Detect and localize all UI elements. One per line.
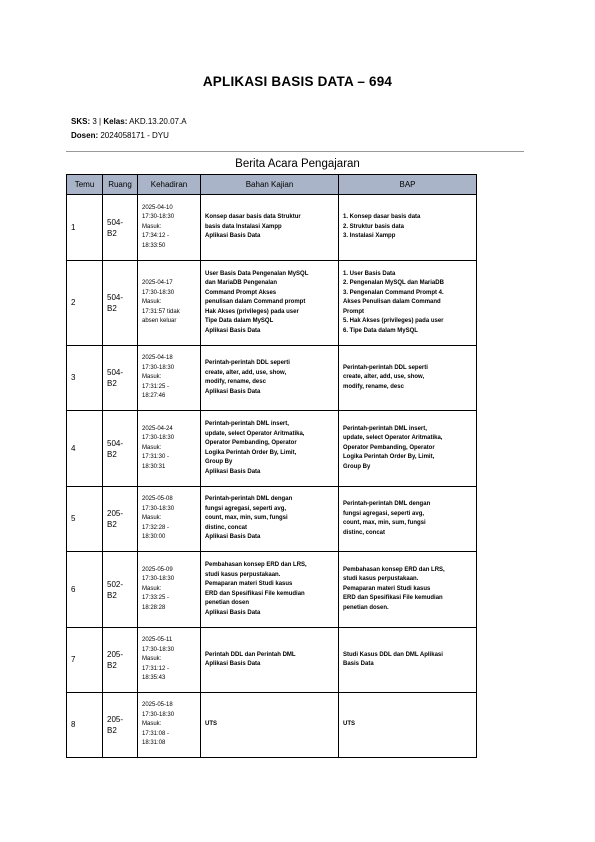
header-bap: BAP — [339, 175, 477, 195]
cell-ruang: 205- B2 — [103, 693, 138, 758]
cell-bahan-kajian: Perintah-perintah DML insert, update, select Operator Aritmatika, Operator Pembanding, Operator Logika Perintah Order By, Limit, Group By Aplikasi Basis Data — [201, 411, 339, 487]
cell-kehadiran: 2025-04-10 17:30-18:30 Masuk: 17:34:12 - 18:33:50 — [138, 195, 201, 261]
table-caption: Berita Acara Pengajaran — [235, 158, 360, 170]
kelas-label: Kelas: — [103, 117, 128, 126]
header-ruang: Ruang — [103, 175, 138, 195]
cell-ruang: 504- B2 — [103, 411, 138, 487]
table-row — [67, 261, 477, 346]
cell-ruang: 504- B2 — [103, 195, 138, 261]
cell-temu: 1 — [67, 195, 103, 261]
cell-temu: 2 — [67, 261, 103, 346]
dosen-label: Dosen: — [71, 131, 99, 140]
document-title: APLIKASI BASIS DATA – 694 — [202, 74, 393, 89]
dosen-value: 2024058171 - DYU — [100, 131, 169, 140]
cell-bahan-kajian: UTS — [201, 693, 339, 758]
course-info-line — [71, 117, 187, 126]
cell-bap: Pembahasan konsep ERD dan LRS, studi kasus perpustakaan. Pemaparan materi Studi kasus ERD dan Spesifikasi File kemudian penetian dosen. — [339, 552, 477, 628]
cell-ruang: 205- B2 — [103, 628, 138, 693]
header-bahan-kajian: Bahan Kajian — [201, 175, 339, 195]
cell-bahan-kajian: Perintah-perintah DDL seperti create, alter, add, use, show, modify, rename, desc Aplikasi Basis Data — [201, 346, 339, 411]
table-row — [67, 487, 477, 552]
cell-ruang: 504- B2 — [103, 261, 138, 346]
cell-kehadiran: 2025-05-18 17:30-18:30 Masuk: 17:31:08 - 18:31:08 — [138, 693, 201, 758]
header-kehadiran: Kehadiran — [138, 175, 201, 195]
cell-ruang: 504- B2 — [103, 346, 138, 411]
cell-bap: 1. Konsep dasar basis data 2. Struktur basis data 3. Instalasi Xampp — [339, 195, 477, 261]
table-row — [67, 693, 477, 758]
cell-bahan-kajian: User Basis Data Pengenalan MySQL dan MariaDB Pengenalan Command Prompt Akses penulisan dalam Command prompt Hak Akses (privileges) pada user Tipe Data dalam MySQL Aplikasi Basis Data — [201, 261, 339, 346]
teaching-record-table — [66, 174, 477, 758]
cell-temu: 8 — [67, 693, 103, 758]
cell-temu: 3 — [67, 346, 103, 411]
cell-kehadiran: 2025-04-24 17:30-18:30 Masuk: 17:31:30 - 18:30:31 — [138, 411, 201, 487]
header-temu: Temu — [67, 175, 103, 195]
cell-bahan-kajian: Konsep dasar basis data Struktur basis data Instalasi Xampp Aplikasi Basis Data — [201, 195, 339, 261]
cell-ruang: 502- B2 — [103, 552, 138, 628]
sks-value: 3 — [92, 117, 97, 126]
cell-bap: Perintah-perintah DML insert, update, select Operator Aritmatika, Operator Pembanding, Operator Logika Perintah Order By, Limit, Group By — [339, 411, 477, 487]
cell-temu: 6 — [67, 552, 103, 628]
sks-label: SKS: — [71, 117, 91, 126]
cell-kehadiran: 2025-05-09 17:30-18:30 Masuk: 17:33:25 - 18:28:28 — [138, 552, 201, 628]
cell-kehadiran: 2025-05-08 17:30-18:30 Masuk: 17:32:28 - 18:30:00 — [138, 487, 201, 552]
cell-ruang: 205- B2 — [103, 487, 138, 552]
table-row — [67, 628, 477, 693]
cell-bap: Perintah-perintah DDL seperti create, alter, add, use, show, modify, rename, desc — [339, 346, 477, 411]
cell-bap: Studi Kasus DDL dan DML Aplikasi Basis Data — [339, 628, 477, 693]
table-row — [67, 195, 477, 261]
info-separator: | — [99, 117, 102, 126]
kelas-value: AKD.13.20.07.A — [129, 117, 187, 126]
table-row — [67, 552, 477, 628]
cell-bahan-kajian: Perintah DDL dan Perintah DML Aplikasi Basis Data — [201, 628, 339, 693]
cell-bahan-kajian: Perintah-perintah DML dengan fungsi agregasi, seperti avg, count, max, min, sum, fungsi distinc, concat Aplikasi Basis Data — [201, 487, 339, 552]
cell-kehadiran: 2025-05-11 17:30-18:30 Masuk: 17:31:12 - 18:35:43 — [138, 628, 201, 693]
horizontal-divider — [66, 151, 524, 152]
cell-kehadiran: 2025-04-18 17:30-18:30 Masuk: 17:31:25 - 18:27:46 — [138, 346, 201, 411]
cell-bahan-kajian: Pembahasan konsep ERD dan LRS, studi kasus perpustakaan. Pemaparan materi Studi kasus ERD dan Spesifikasi File kemudian penetian dosen Aplikasi Basis Data — [201, 552, 339, 628]
cell-kehadiran: 2025-04-17 17:30-18:30 Masuk: 17:31:57 tidak absen keluar — [138, 261, 201, 346]
table-header-row — [67, 175, 477, 195]
cell-bap: UTS — [339, 693, 477, 758]
cell-temu: 7 — [67, 628, 103, 693]
cell-temu: 4 — [67, 411, 103, 487]
lecturer-info-line — [71, 131, 169, 140]
cell-bap: 1. User Basis Data 2. Pengenalan MySQL dan MariaDB 3. Pengenalan Command Prompt 4. Akses Penulisan dalam Command Prompt 5. Hak Akses (privileges) pada user 6. Tipe Data dalam MySQL — [339, 261, 477, 346]
cell-temu: 5 — [67, 487, 103, 552]
cell-bap: Perintah-perintah DML dengan fungsi agregasi, seperti avg, count, max, min, sum, fungsi distinc, concat — [339, 487, 477, 552]
table-row — [67, 346, 477, 411]
table-row — [67, 411, 477, 487]
